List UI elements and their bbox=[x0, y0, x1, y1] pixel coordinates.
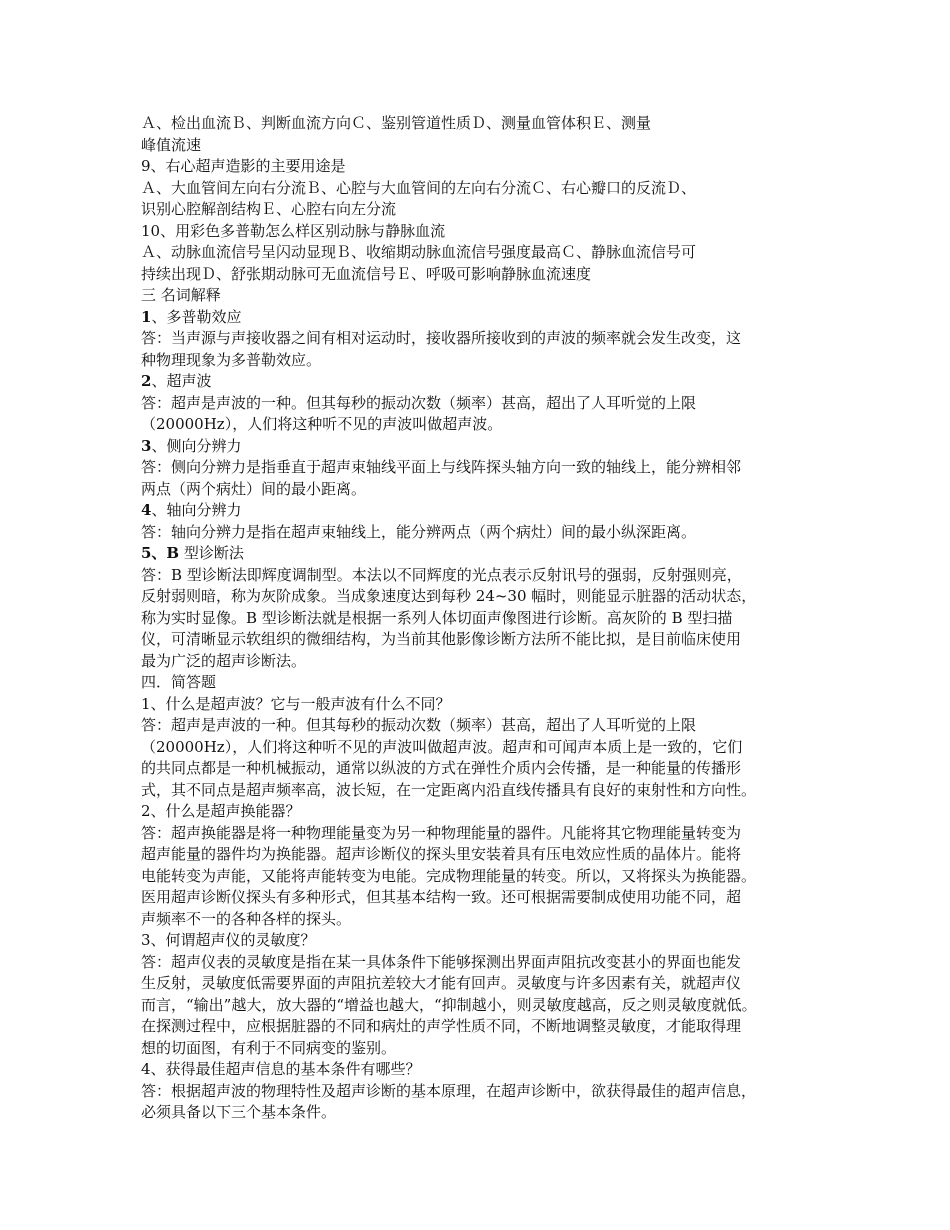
line-text: 持续出现Ｄ、舒张期动脉可无血流信号Ｅ、呼吸可影响静脉血流速度 bbox=[141, 264, 592, 283]
heading-number: 2 bbox=[141, 372, 152, 390]
line-text: 式，其不同点是超声频率高，波长短，在一定距离内沿直线传播具有良好的束射性和方向性。 bbox=[141, 780, 757, 799]
text-line bbox=[141, 973, 821, 995]
line-text: 种物理现象为多普勒效应。 bbox=[141, 350, 322, 369]
line-text: （20000Hz），人们将这种听不见的声波叫做超声波。超声和可闻声本质上是一致的，它们 bbox=[141, 737, 743, 756]
text-line bbox=[141, 887, 821, 909]
heading-number: 4 bbox=[141, 501, 152, 519]
heading-number: 1 bbox=[141, 307, 152, 326]
line-text: 医用超声诊断仪探头有多种形式，但其基本结构一致。还可根据需要制成使用功能不同，超 bbox=[141, 888, 742, 906]
text-line bbox=[141, 565, 821, 587]
text-line bbox=[141, 629, 821, 651]
text-line bbox=[141, 135, 821, 157]
text-line bbox=[141, 651, 821, 673]
text-line bbox=[141, 1038, 821, 1060]
text-line bbox=[141, 264, 821, 286]
text-line bbox=[141, 1102, 821, 1124]
line-text: Ａ、动脉血流信号呈闪动显现Ｂ、收缩期动脉血流信号强度最高Ｃ、静脉血流信号可 bbox=[141, 243, 697, 261]
heading-number: 3 bbox=[141, 436, 152, 455]
line-text: 电能转变为声能，又能将声能转变为电能。完成物理能量的转变。所以，又将探头为换能器。 bbox=[141, 866, 757, 885]
text-line bbox=[141, 715, 821, 737]
text-line bbox=[141, 586, 821, 608]
line-text: 2、什么是超声换能器？ bbox=[141, 802, 301, 820]
section-heading bbox=[141, 543, 821, 565]
text-line bbox=[141, 479, 821, 501]
text-line bbox=[141, 801, 821, 823]
line-text: 称为实时显像。B 型诊断法就是根据一系列人体切面声像图进行诊断。高灰阶的 B 型扫描 bbox=[141, 608, 733, 627]
line-text: 、侧向分辨力 bbox=[151, 436, 242, 455]
line-text: 9、右心超声造影的主要用途是 bbox=[141, 157, 346, 175]
text-line bbox=[141, 113, 821, 135]
line-text: 10、用彩色多普勒怎么样区别动脉与静脉血流 bbox=[141, 221, 446, 240]
line-text: （20000Hz），人们将这种听不见的声波叫做超声波。 bbox=[141, 415, 503, 433]
line-text: 答：超声换能器是将一种物理能量变为另一种物理能量的器件。凡能将其它物理能量转变为 bbox=[141, 823, 742, 842]
line-text: Ａ、检出血流Ｂ、判断血流方向Ｃ、鉴别管道性质Ｄ、测量血管体积Ｅ、测量 bbox=[141, 114, 652, 132]
text-line bbox=[141, 866, 821, 888]
text-line bbox=[141, 199, 821, 221]
line-text: 、轴向分辨力 bbox=[151, 501, 242, 519]
section-heading bbox=[141, 500, 821, 522]
text-line bbox=[141, 1059, 821, 1081]
text-line bbox=[141, 930, 821, 952]
heading-number: 5、B bbox=[141, 544, 180, 562]
text-line bbox=[141, 737, 821, 759]
line-text: 在探测过程中，应根据脏器的不同和病灶的声学性质不同，不断地调整灵敏度，才能取得理 bbox=[141, 1017, 742, 1035]
line-text: 答：超声仪表的灵敏度是指在某一具体条件下能够探测出界面声阻抗改变甚小的界面也能发 bbox=[141, 952, 742, 971]
text-line bbox=[141, 952, 821, 974]
line-text: 答：B 型诊断法即辉度调制型。本法以不同辉度的光点表示反射讯号的强弱，反射强则亮， bbox=[141, 565, 742, 584]
document-body bbox=[141, 113, 821, 1124]
text-line bbox=[141, 414, 821, 436]
text-line bbox=[141, 221, 821, 243]
section-heading bbox=[141, 307, 821, 329]
line-text: 而言，“输出”越大，放大器的“增益也越大，“抑制越小，则灵敏度越高，反之则灵敏度就低。 bbox=[141, 995, 757, 1014]
line-text: 、多普勒效应 bbox=[151, 307, 242, 326]
line-text: Ａ、大血管间左向右分流Ｂ、心腔与大血管间的左向右分流Ｃ、右心瓣口的反流Ｄ、 bbox=[141, 178, 697, 197]
text-line bbox=[141, 694, 821, 716]
line-text: 仪，可清晰显示软组织的微细结构，为当前其他影像诊断方法所不能比拟，是目前临床使用 bbox=[141, 630, 742, 648]
line-text: 三 名词解释 bbox=[141, 286, 221, 304]
line-text: 3、何谓超声仪的灵敏度？ bbox=[141, 931, 316, 949]
text-line bbox=[141, 457, 821, 479]
text-line bbox=[141, 156, 821, 178]
text-line bbox=[141, 909, 821, 931]
line-text: 识别心腔解剖结构Ｅ、心腔右向左分流 bbox=[141, 200, 397, 218]
line-text: 声频率不一的各种各样的探头。 bbox=[141, 909, 352, 928]
line-text: 四．简答题 bbox=[141, 673, 217, 691]
line-text: 最为广泛的超声诊断法。 bbox=[141, 651, 307, 670]
line-text: 两点（两个病灶）间的最小距离。 bbox=[141, 479, 367, 498]
text-line bbox=[141, 758, 821, 780]
section-heading bbox=[141, 371, 821, 393]
line-text: 想的切面图，有利于不同病变的鉴别。 bbox=[141, 1038, 397, 1057]
text-line bbox=[141, 995, 821, 1017]
text-line bbox=[141, 393, 821, 415]
text-line bbox=[141, 178, 821, 200]
line-text: 、超声波 bbox=[151, 372, 212, 390]
line-text: 必须具备以下三个基本条件。 bbox=[141, 1103, 337, 1121]
line-text: 答：轴向分辨力是指在超声束轴线上，能分辨两点（两个病灶）间的最小纵深距离。 bbox=[141, 522, 697, 541]
section-heading bbox=[141, 436, 821, 458]
text-line bbox=[141, 608, 821, 630]
line-text: 反射弱则暗，称为灰阶成象。当成象速度达到每秒 24~30 幅时，则能显示脏器的活动状态， bbox=[141, 587, 757, 605]
line-text: 的共同点都是一种机械振动，通常以纵波的方式在弹性介质内会传播，是一种能量的传播形 bbox=[141, 759, 742, 777]
line-text: 1、什么是超声波？它与一般声波有什么不同？ bbox=[141, 694, 451, 713]
line-text: 超声能量的器件均为换能器。超声诊断仪的探头里安装着具有压电效应性质的晶体片。能将 bbox=[141, 845, 742, 863]
text-line bbox=[141, 844, 821, 866]
line-text: 峰值流速 bbox=[141, 135, 202, 154]
line-text: 答：侧向分辨力是指垂直于超声束轴线平面上与线阵探头轴方向一致的轴线上，能分辨相邻 bbox=[141, 458, 742, 476]
line-text: 生反射，灵敏度低需要界面的声阻抗差较大才能有回声。灵敏度与许多因素有关，就超声仪 bbox=[141, 974, 742, 992]
text-line bbox=[141, 522, 821, 544]
line-text: 答：超声是声波的一种。但其每秒的振动次数（频率）甚高，超出了人耳听觉的上限 bbox=[141, 716, 697, 734]
text-line bbox=[141, 350, 821, 372]
text-line bbox=[141, 285, 821, 307]
line-text: 型诊断法 bbox=[179, 544, 244, 562]
text-line bbox=[141, 1081, 821, 1103]
text-line bbox=[141, 328, 821, 350]
text-line bbox=[141, 780, 821, 802]
line-text: 答：根据超声波的物理特性及超声诊断的基本原理，在超声诊断中，欲获得最佳的超声信息， bbox=[141, 1081, 757, 1100]
line-text: 答：当声源与声接收器之间有相对运动时，接收器所接收到的声波的频率就会发生改变，这 bbox=[141, 329, 742, 347]
line-text: 4、获得最佳超声信息的基本条件有哪些？ bbox=[141, 1060, 421, 1078]
text-line bbox=[141, 242, 821, 264]
text-line bbox=[141, 672, 821, 694]
text-line bbox=[141, 1016, 821, 1038]
text-line bbox=[141, 823, 821, 845]
line-text: 答：超声是声波的一种。但其每秒的振动次数（频率）甚高，超出了人耳听觉的上限 bbox=[141, 393, 697, 412]
